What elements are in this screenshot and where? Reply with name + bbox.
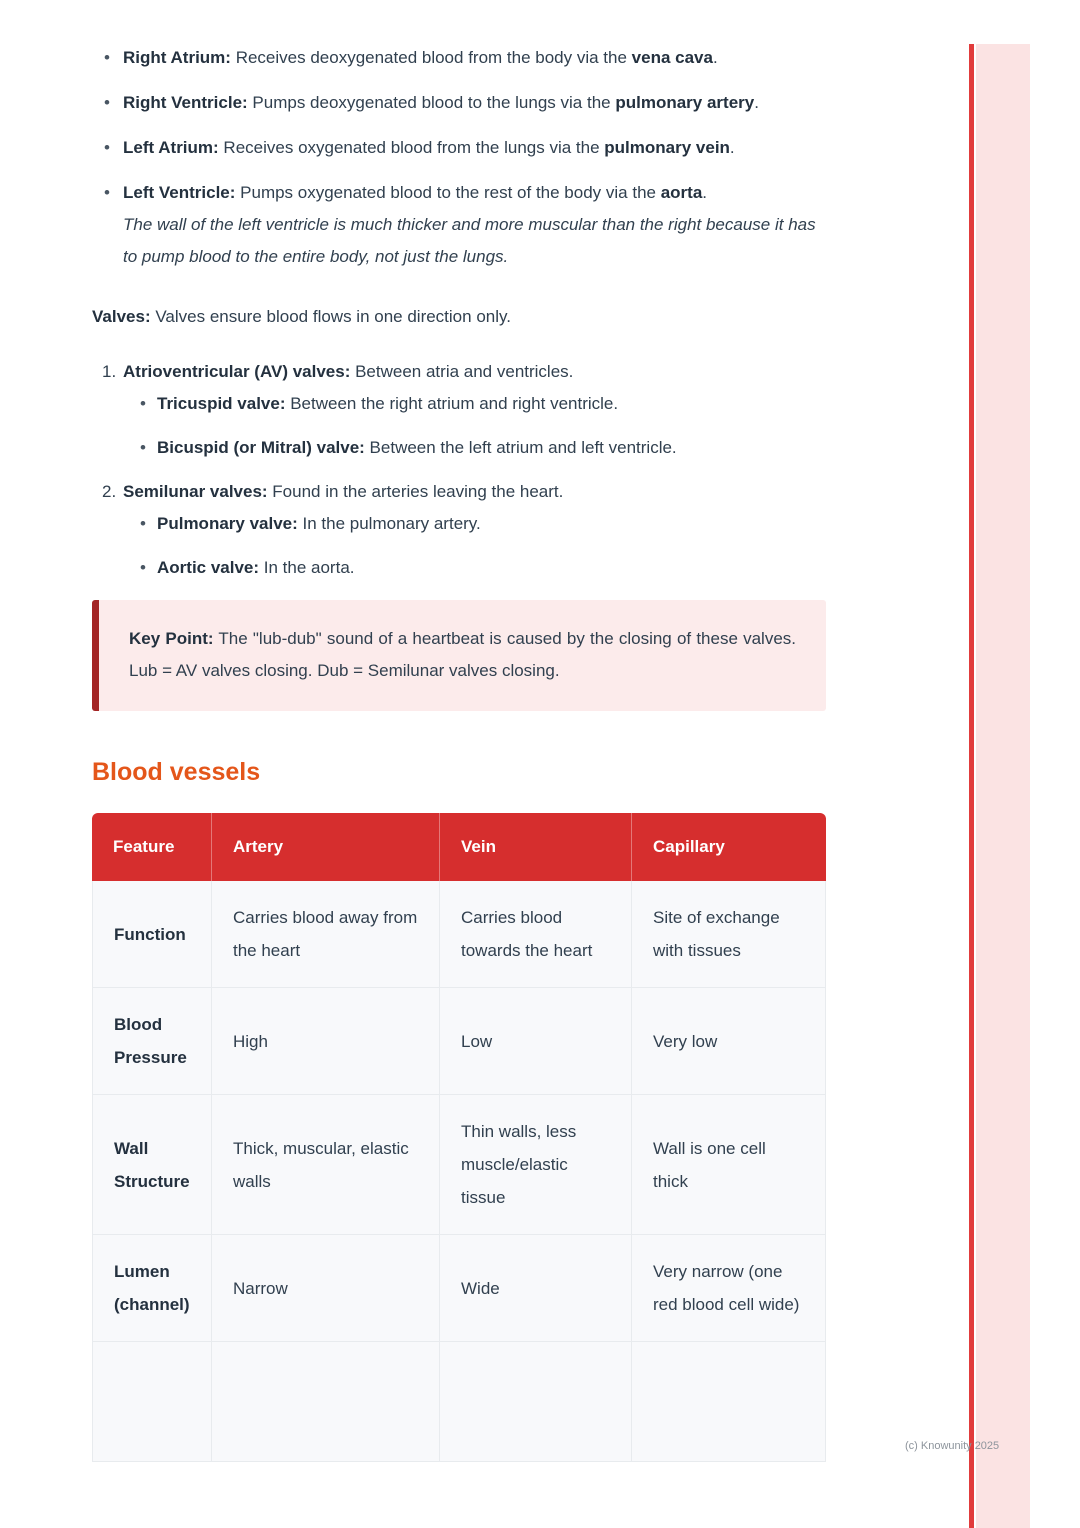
term-label: Aortic valve: <box>157 558 260 577</box>
item-text: Found in the arteries leaving the heart. <box>267 482 564 501</box>
italic-note: The wall of the left ventricle is much thicker and more muscular than the right because it has to pump blood to the entire body, not just the lungs. <box>123 215 816 266</box>
page-edge-red-line <box>969 44 974 1528</box>
term-label: Right Ventricle: <box>123 93 248 112</box>
row-header: Wall Structure <box>92 1095 212 1235</box>
table-row-blood-pressure <box>92 988 826 1095</box>
cell-artery <box>212 1342 440 1462</box>
column-header-feature: Feature <box>92 813 212 881</box>
numbered-item-semilunar-valves <box>92 476 826 584</box>
numbered-item-av-valves <box>92 356 826 464</box>
sub-item-bicuspid <box>123 432 826 464</box>
page-edge-pink-stripe <box>976 44 1030 1528</box>
table-header-row <box>92 813 826 881</box>
emphasis-text: pulmonary artery <box>615 93 755 112</box>
cell-vein: Carries blood towards the heart <box>440 881 632 988</box>
row-header: Blood Pressure <box>92 988 212 1095</box>
list-item-left-ventricle <box>92 177 826 273</box>
row-header: Lumen (channel) <box>92 1235 212 1342</box>
sub-item-tricuspid <box>123 388 826 420</box>
heart-chambers-list <box>92 42 826 273</box>
item-text-tail: . <box>754 93 759 112</box>
sub-item-aortic-valve <box>123 552 826 584</box>
list-item-right-ventricle <box>92 87 826 119</box>
table-row-wall-structure <box>92 1095 826 1235</box>
term-label: Semilunar valves: <box>123 482 268 501</box>
term-label: Pulmonary valve: <box>157 514 298 533</box>
emphasis-text: vena cava <box>631 48 713 67</box>
term-label: Atrioventricular (AV) valves: <box>123 362 351 381</box>
cell-vein: Wide <box>440 1235 632 1342</box>
blood-vessels-table <box>92 813 826 1462</box>
table-row-partial <box>92 1342 826 1462</box>
item-text: Receives deoxygenated blood from the body via the <box>230 48 632 67</box>
item-text: Between the left atrium and left ventricle. <box>364 438 677 457</box>
item-text: Pumps deoxygenated blood to the lungs via the <box>247 93 616 112</box>
cell-capillary: Very low <box>632 988 826 1095</box>
emphasis-text: pulmonary vein <box>604 138 730 157</box>
paragraph-text: Valves ensure blood flows in one direction only. <box>150 307 511 326</box>
document-page <box>92 42 826 1462</box>
term-label: Left Atrium: <box>123 138 219 157</box>
cell-artery: Narrow <box>212 1235 440 1342</box>
list-number: 2. <box>102 482 117 501</box>
column-header-artery: Artery <box>212 813 440 881</box>
key-point-text: The "lub-dub" sound of a heartbeat is caused by the closing of these valves. Lub = AV valves closing. Dub = Semilunar valves closing. <box>129 629 796 680</box>
cell-capillary: Wall is one cell thick <box>632 1095 826 1235</box>
key-point-callout <box>92 600 826 711</box>
cell-artery: High <box>212 988 440 1095</box>
item-text: Receives oxygenated blood from the lungs via the <box>218 138 605 157</box>
column-header-capillary: Capillary <box>632 813 826 881</box>
item-text: In the aorta. <box>259 558 355 577</box>
list-item-left-atrium <box>92 132 826 164</box>
term-label: Left Ventricle: <box>123 183 236 202</box>
cell-vein: Thin walls, less muscle/elastic tissue <box>440 1095 632 1235</box>
cell-artery: Carries blood away from the heart <box>212 881 440 988</box>
valves-numbered-list <box>92 356 826 584</box>
cell-capillary <box>632 1342 826 1462</box>
table-row-lumen <box>92 1235 826 1342</box>
term-label: Right Atrium: <box>123 48 231 67</box>
valves-intro-paragraph <box>92 301 826 333</box>
table-row-function <box>92 881 826 988</box>
cell-vein <box>440 1342 632 1462</box>
item-text-tail: . <box>712 48 718 67</box>
item-text-tail: . <box>729 138 735 157</box>
emphasis-text: aorta <box>660 183 703 202</box>
cell-capillary: Site of exchange with tissues <box>632 881 826 988</box>
row-header <box>92 1342 212 1462</box>
semilunar-valves-sublist <box>123 508 826 584</box>
sub-item-pulmonary-valve <box>123 508 826 540</box>
av-valves-sublist <box>123 388 826 464</box>
item-text: Pumps oxygenated blood to the rest of the body via the <box>235 183 661 202</box>
term-label: Bicuspid (or Mitral) valve: <box>157 438 365 457</box>
column-header-vein: Vein <box>440 813 632 881</box>
term-label: Tricuspid valve: <box>157 394 286 413</box>
item-text: Between atria and ventricles. <box>350 362 574 381</box>
term-label: Valves: <box>92 307 151 326</box>
list-number: 1. <box>102 362 117 381</box>
row-header: Function <box>92 881 212 988</box>
copyright-watermark: (c) Knowunity 2025 <box>905 1440 1000 1452</box>
section-heading-blood-vessels: Blood vessels <box>92 758 261 786</box>
cell-capillary: Very narrow (one red blood cell wide) <box>632 1235 826 1342</box>
list-item-right-atrium <box>92 42 826 74</box>
item-text-tail: . <box>702 183 708 202</box>
cell-vein: Low <box>440 988 632 1095</box>
key-point-label: Key Point: <box>129 629 214 648</box>
cell-artery: Thick, muscular, elastic walls <box>212 1095 440 1235</box>
item-text: Between the right atrium and right ventricle. <box>285 394 619 413</box>
item-text: In the pulmonary artery. <box>297 514 481 533</box>
